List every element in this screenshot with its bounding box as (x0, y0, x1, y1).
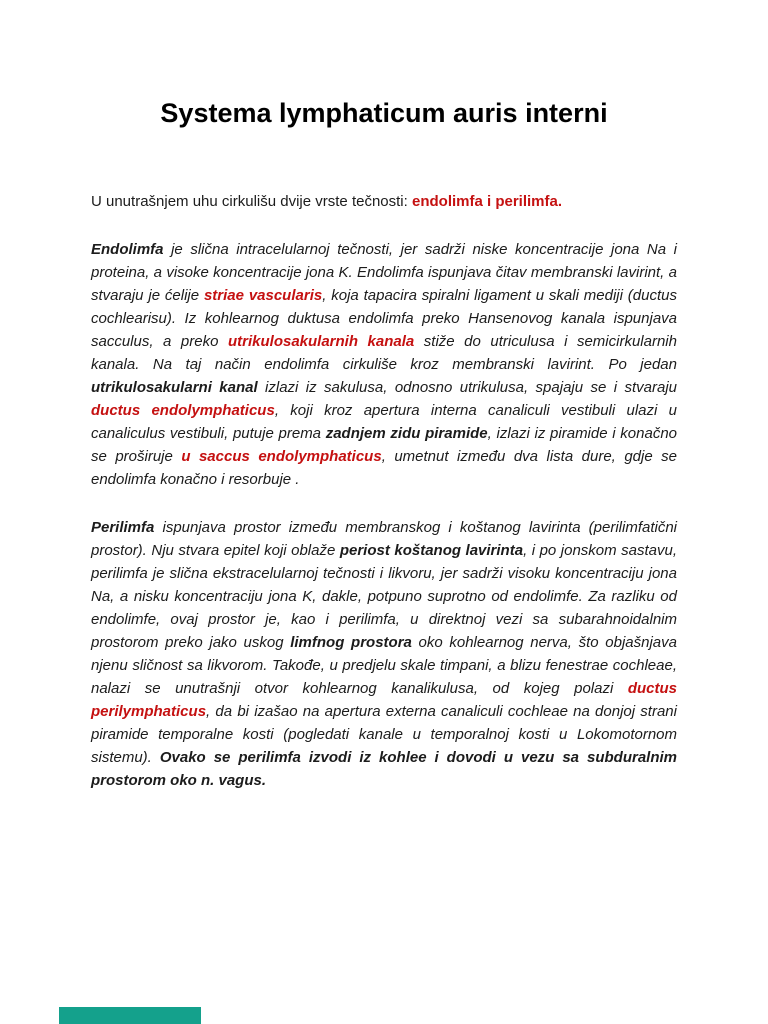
text-run-normal: , koji kroz apertura interna canaliculi vestibuli ulazi u canaliculus vestibuli, putuje prema (91, 402, 677, 442)
text-run-normal: izlazi iz sakulusa, odnosno utrikulusa, spajaju se i stvaraju (257, 379, 678, 396)
text-run-normal: U unutrašnjem uhu cirkulišu dvije vrste tečnosti: (91, 193, 412, 210)
text-run-bold: utrikulosakularni kanal (91, 379, 258, 396)
text-run-normal: , da bi izašao na apertura externa canaliculi cochleae na donjoj strani piramide temporalne kosti (pogledati kanale u temporalnoj kosti u Lokomotornom sistemu). (91, 703, 677, 766)
document-content (91, 0, 677, 792)
text-run-normal: je slična intracelularnoj tečnosti, jer sadrži niske koncentracije jona Na i proteina, a visoke koncentracije jona K. Endolimfa ispunjava čitav membranski lavirint, a stvaraju je ćelije (91, 241, 677, 304)
text-run-bold: Ovako se perilimfa izvodi iz kohlee i dovodi u vezu sa subduralnim prostorom oko n. vagus. (91, 749, 678, 789)
text-run-normal: , umetnut između dva lista dure, gdje se endolimfa konačno i resorbuje . (91, 448, 677, 488)
text-run-bold-red: ductus perilymphaticus (91, 680, 677, 720)
text-run-normal: , i po jonskom sastavu, perilimfa je slična ekstracelularnoj tečnosti i likvoru, jer sadrži visoku koncentraciju jona Na, a nisku koncentraciju jona K, dakle, potpuno suprotno od endolimfe. Za razliku od endolimfe, ovaj prostor je, kao i perilimfa, u direktnoj vezi sa subarahnoidalnim prostorom preko jako uskog (91, 542, 677, 651)
paragraph-endolimfa (91, 238, 677, 491)
text-run-bold: zadnjem zidu piramide (325, 425, 488, 442)
text-run-bold: limfnog prostora (290, 634, 412, 651)
paragraph-intro (91, 190, 677, 213)
paragraph-perilimfa (91, 516, 677, 792)
text-run-bold-red: utrikulosakularnih kanala (227, 333, 415, 350)
text-run-bold: periost koštanog lavirinta (339, 542, 524, 559)
text-run-bold: Perilimfa (91, 519, 155, 536)
text-run-normal: , koja tapacira spiralni ligament u skali mediji (ductus cochlearisu). Iz kohlearnog duktusa endolimfa preko Hansenovog kanala ispunjava sacculus, a preko (91, 287, 677, 350)
text-run-bold: Endolimfa (91, 241, 164, 258)
page-title: Systema lymphaticum auris interni (160, 98, 608, 128)
text-run-normal: stiže do utriculusa i semicirkularnih kanala. Na taj način endolimfa cirkuliše kroz membranski lavirint. Po jedan (91, 333, 677, 373)
teal-button-fragment[interactable] (59, 1007, 201, 1024)
text-run-normal: oko kohlearnog nerva, što objašnjava njenu sličnost sa likvorom. Takođe, u predjelu skale timpani, a blizu fenestrae cochleae, nalazi se unutrašnji otvor kohlearnog kanalikulusa, od kojeg polazi (91, 634, 677, 697)
text-run-bold-red: ductus endolymphaticus (91, 402, 275, 419)
text-run-bold-red: endolimfa i perilimfa. (411, 193, 563, 210)
text-run-bold-red: striae vascularis (203, 287, 323, 304)
text-run-normal: ispunjava prostor između membranskog i koštanog lavirinta (perilimfatični prostor). Nju stvara epitel koji oblaže (91, 519, 677, 559)
text-run-normal: , izlazi iz piramide i konačno se proširuje (91, 425, 677, 465)
text-run-bold-red: u saccus endolymphaticus (181, 448, 382, 465)
